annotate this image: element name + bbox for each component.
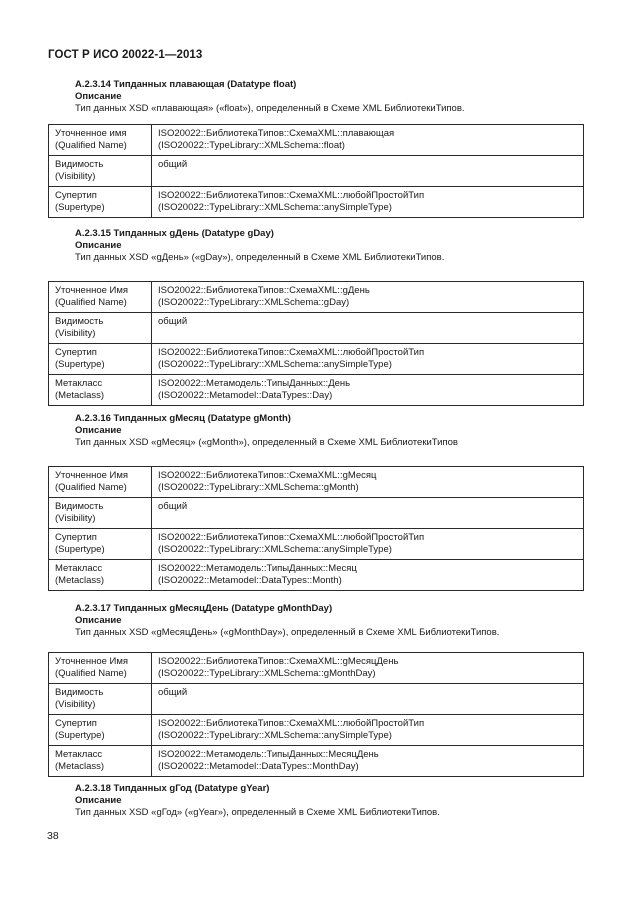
- property-name: Видимость: [55, 687, 104, 698]
- property-name: Уточненное Имя: [55, 656, 129, 667]
- section-title: A.2.3.14 Типданных плавающая (Datatype float): [75, 79, 297, 90]
- section-gyear: [48, 783, 584, 819]
- property-name-cell: [49, 560, 152, 591]
- section-title: A.2.3.16 Типданных gМесяц (Datatype gMonth): [75, 413, 291, 424]
- property-name-en: (Supertype): [55, 359, 105, 370]
- properties-table: [48, 124, 584, 218]
- property-name-en: (Qualified Name): [55, 297, 127, 308]
- property-value-cell: [152, 313, 584, 344]
- property-value-cell: [152, 746, 584, 777]
- property-name-en: (Visibility): [55, 171, 96, 182]
- property-value-cell: [152, 560, 584, 591]
- property-name-en: (Visibility): [55, 513, 96, 524]
- property-value-cell: [152, 156, 584, 187]
- section-description: Тип данных XSD «gМесяц» («gMonth»), определенный в Схеме XML БиблиотекиТипов: [75, 437, 458, 448]
- table-row: [49, 313, 584, 344]
- section-gmonth: [48, 413, 584, 591]
- property-value-en: (ISO20022::TypeLibrary::XMLSchema::gDay): [158, 297, 350, 308]
- property-name-en: (Qualified Name): [55, 140, 127, 151]
- section-title: A.2.3.18 Типданных gГод (Datatype gYear): [75, 783, 270, 794]
- property-value-cell: [152, 684, 584, 715]
- property-name-en: (Visibility): [55, 699, 96, 710]
- property-value-en: (ISO20022::TypeLibrary::XMLSchema::anySimpleType): [158, 544, 392, 555]
- property-name-cell: [49, 156, 152, 187]
- table-row: [49, 156, 584, 187]
- property-name-en: (Metaclass): [55, 390, 105, 401]
- property-value-cell: [152, 344, 584, 375]
- property-name: Метакласс: [55, 378, 103, 389]
- property-value: ISO20022::БиблиотекаТипов::СхемаXML::gМесяц: [158, 470, 377, 481]
- property-value-en: (ISO20022::Metamodel::DataTypes::Month): [158, 575, 342, 586]
- section-subheading: Описание: [75, 795, 122, 806]
- property-name: Супертип: [55, 718, 97, 729]
- section-title: A.2.3.17 Типданных gМесяцДень (Datatype gMonthDay): [75, 603, 333, 614]
- section-subheading: Описание: [75, 615, 122, 626]
- property-value: ISO20022::БиблиотекаТипов::СхемаXML::любойПростойТип: [158, 347, 425, 358]
- property-value: общий: [158, 501, 188, 512]
- section-description: Тип данных XSD «gГод» («gYear»), определенный в Схеме XML БиблиотекиТипов.: [75, 807, 440, 818]
- property-value: ISO20022::БиблиотекаТипов::СхемаXML::любойПростойТип: [158, 190, 425, 201]
- property-name-en: (Metaclass): [55, 761, 105, 772]
- property-value-cell: [152, 187, 584, 218]
- property-name-cell: [49, 653, 152, 684]
- property-name: Супертип: [55, 532, 97, 543]
- property-name-cell: [49, 715, 152, 746]
- property-name-en: (Supertype): [55, 730, 105, 741]
- property-value: ISO20022::БиблиотекаТипов::СхемаXML::любойПростойТип: [158, 718, 425, 729]
- table-row: [49, 498, 584, 529]
- section-description: Тип данных XSD «gМесяцДень» («gMonthDay»), определенный в Схеме XML БиблиотекиТипов.: [75, 627, 500, 638]
- section-gday: [48, 228, 584, 406]
- table-row: [49, 746, 584, 777]
- table-row: [49, 560, 584, 591]
- table-row: [49, 653, 584, 684]
- table-row: [49, 375, 584, 406]
- property-value: общий: [158, 316, 188, 327]
- property-value: ISO20022::БиблиотекаТипов::СхемаXML::любойПростойТип: [158, 532, 425, 543]
- property-value-cell: [152, 375, 584, 406]
- property-value: ISO20022::БиблиотекаТипов::СхемаXML::gМесяцДень: [158, 656, 399, 667]
- property-name-cell: [49, 684, 152, 715]
- properties-table: [48, 281, 584, 406]
- table-row: [49, 529, 584, 560]
- property-value-cell: [152, 125, 584, 156]
- property-name-cell: [49, 467, 152, 498]
- property-value-en: (ISO20022::TypeLibrary::XMLSchema::anySimpleType): [158, 359, 392, 370]
- section-subheading: Описание: [75, 91, 122, 102]
- property-value: ISO20022::БиблиотекаТипов::СхемаXML::gДень: [158, 285, 370, 296]
- table-row: [49, 344, 584, 375]
- table-row: [49, 125, 584, 156]
- property-name-en: (Qualified Name): [55, 668, 127, 679]
- property-value-cell: [152, 715, 584, 746]
- property-name: Метакласс: [55, 749, 103, 760]
- property-name: Метакласс: [55, 563, 103, 574]
- property-value-cell: [152, 282, 584, 313]
- property-value-en: (ISO20022::TypeLibrary::XMLSchema::anySimpleType): [158, 730, 392, 741]
- property-value: ISO20022::БиблиотекаТипов::СхемаXML::плавающая: [158, 128, 395, 139]
- document-header: ГОСТ Р ИСО 20022-1—2013: [48, 49, 203, 61]
- property-name-cell: [49, 313, 152, 344]
- property-name-cell: [49, 375, 152, 406]
- table-row: [49, 684, 584, 715]
- property-name: Уточненное Имя: [55, 470, 129, 481]
- property-name: Видимость: [55, 501, 104, 512]
- property-name: Уточненное Имя: [55, 285, 129, 296]
- property-name-cell: [49, 187, 152, 218]
- property-name: Супертип: [55, 190, 97, 201]
- property-value: ISO20022::Метамодель::ТипыДанных::День: [158, 378, 351, 389]
- property-value: ISO20022::Метамодель::ТипыДанных::МесяцДень: [158, 749, 379, 760]
- section-float: [48, 79, 584, 218]
- property-value: общий: [158, 687, 188, 698]
- page-number: 38: [47, 830, 59, 842]
- property-name-cell: [49, 498, 152, 529]
- properties-table: [48, 466, 584, 591]
- property-value-cell: [152, 529, 584, 560]
- property-value-en: (ISO20022::TypeLibrary::XMLSchema::gMonthDay): [158, 668, 376, 679]
- property-value-en: (ISO20022::Metamodel::DataTypes::MonthDay): [158, 761, 359, 772]
- property-name-cell: [49, 746, 152, 777]
- property-value-en: (ISO20022::TypeLibrary::XMLSchema::anySimpleType): [158, 202, 392, 213]
- section-gmonthday: [48, 603, 584, 777]
- property-name: Видимость: [55, 316, 104, 327]
- property-value-cell: [152, 498, 584, 529]
- table-row: [49, 282, 584, 313]
- section-subheading: Описание: [75, 240, 122, 251]
- table-row: [49, 715, 584, 746]
- section-subheading: Описание: [75, 425, 122, 436]
- property-name: Видимость: [55, 159, 104, 170]
- property-value-cell: [152, 653, 584, 684]
- section-title: A.2.3.15 Типданных gДень (Datatype gDay): [75, 228, 274, 239]
- property-name-en: (Supertype): [55, 202, 105, 213]
- property-value: ISO20022::Метамодель::ТипыДанных::Месяц: [158, 563, 357, 574]
- property-name-cell: [49, 344, 152, 375]
- property-value-en: (ISO20022::TypeLibrary::XMLSchema::gMonth): [158, 482, 359, 493]
- property-value: общий: [158, 159, 188, 170]
- table-row: [49, 467, 584, 498]
- properties-table: [48, 652, 584, 777]
- property-value-cell: [152, 467, 584, 498]
- property-name-cell: [49, 529, 152, 560]
- property-value-en: (ISO20022::Metamodel::DataTypes::Day): [158, 390, 333, 401]
- property-name: Супертип: [55, 347, 97, 358]
- property-name-en: (Qualified Name): [55, 482, 127, 493]
- property-value-en: (ISO20022::TypeLibrary::XMLSchema::float): [158, 140, 345, 151]
- property-name-en: (Visibility): [55, 328, 96, 339]
- property-name-cell: [49, 125, 152, 156]
- section-description: Тип данных XSD «gДень» («gDay»), определенный в Схеме XML БиблиотекиТипов.: [75, 252, 445, 263]
- property-name: Уточненное имя: [55, 128, 127, 139]
- property-name-cell: [49, 282, 152, 313]
- property-name-en: (Supertype): [55, 544, 105, 555]
- property-name-en: (Metaclass): [55, 575, 105, 586]
- table-row: [49, 187, 584, 218]
- section-description: Тип данных XSD «плавающая» («float»), определенный в Схеме XML БиблиотекиТипов.: [75, 103, 465, 114]
